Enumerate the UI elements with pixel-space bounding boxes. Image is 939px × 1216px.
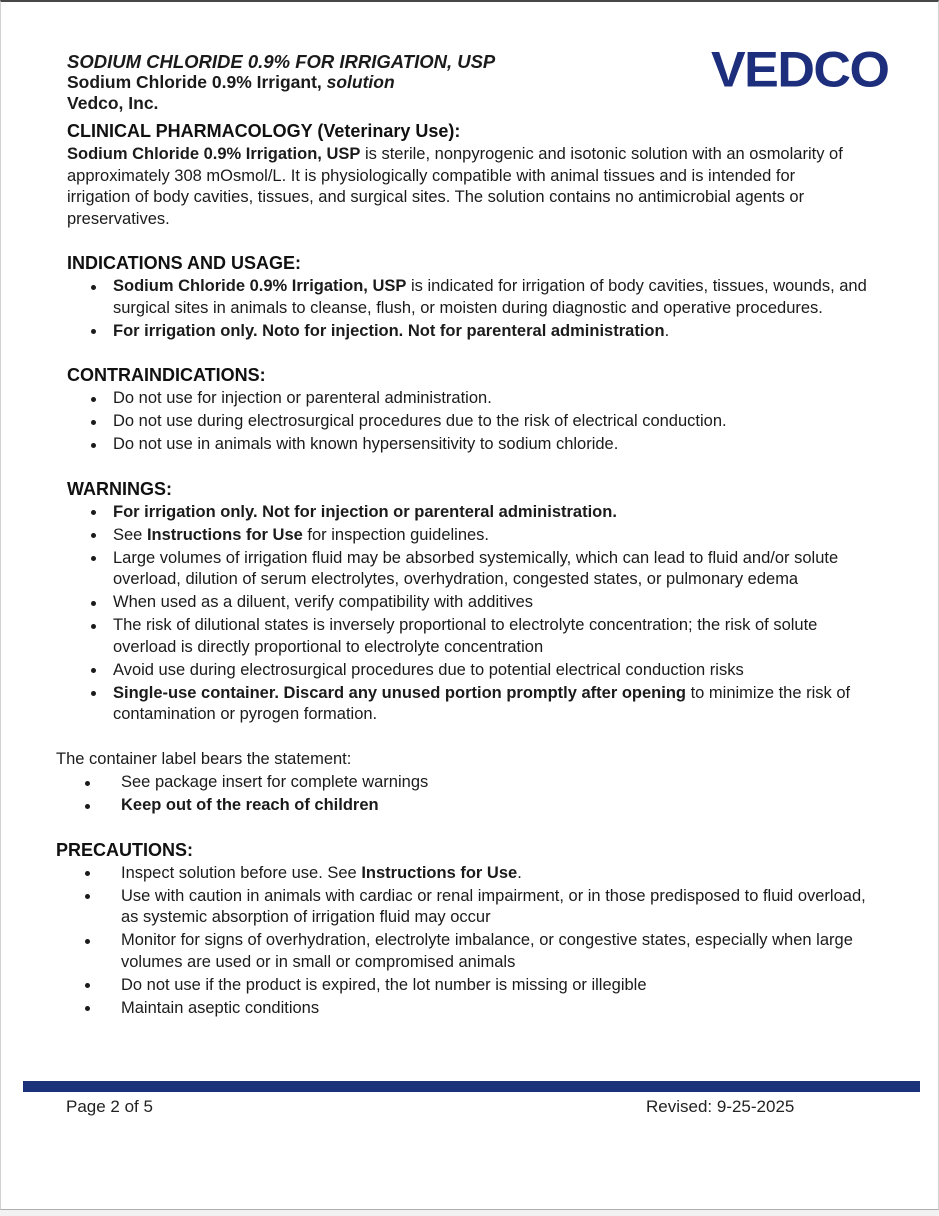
bullet-item <box>113 434 879 456</box>
section-precautions <box>56 840 879 1020</box>
bullet-item <box>121 886 879 929</box>
bullet-item <box>121 998 879 1020</box>
text-run: Large volumes of irrigation fluid may be absorbed systemically, which can lead to fluid and/or solute overload, dilution of serum electrolytes, overhydration, congested states, or pulmonary edema <box>113 548 839 588</box>
text-run: Do not use if the product is expired, the lot number is missing or illegible <box>121 975 647 994</box>
bullet-item <box>113 548 879 591</box>
bullet-item <box>113 615 879 658</box>
text-run: Avoid use during electrosurgical procedures due to potential electrical conduction risks <box>113 660 744 679</box>
text-run: Do not use for injection or parenteral administration. <box>113 389 492 407</box>
footer-divider-bar <box>23 1081 920 1092</box>
section-heading: INDICATIONS AND USAGE: <box>67 253 301 273</box>
section-clinical-pharmacology <box>67 121 879 230</box>
doc-header <box>67 42 889 114</box>
bullet-item <box>113 525 879 547</box>
text-run: Sodium Chloride 0.9% Irrigation, USP <box>67 145 361 163</box>
bullet-item <box>113 321 879 343</box>
text-run: See <box>113 525 147 544</box>
section-heading: WARNINGS: <box>67 478 172 499</box>
text-run: solution <box>321 72 395 92</box>
bullet-item <box>113 502 879 524</box>
text-run: to minimize the risk of contamination or pyrogen formation. <box>113 683 851 723</box>
document-content <box>56 2 889 1021</box>
text-run: Single-use container. Discard any unused portion promptly after opening <box>113 683 686 702</box>
bullet-item <box>113 592 879 614</box>
text-run: Instructions for Use <box>146 525 303 544</box>
text-run: Do not use in animals with known hypersensitivity to sodium chloride. <box>113 435 619 453</box>
vedco-logo: VEDCO <box>711 42 889 98</box>
bullet-item <box>113 388 879 410</box>
text-run: See package insert for complete warnings <box>121 773 429 791</box>
page-footer <box>66 1096 896 1120</box>
section-warnings <box>67 479 879 726</box>
company-name: Vedco, Inc. <box>67 93 159 113</box>
text-run: is sterile, nonpyrogenic and isotonic solution with an osmolarity of approximately 308 mOsmol/L. It is physiologically compatible with animal tissues and is intended for irrigation of body cavities, tissues, and surgical sites. The solution contains no antimicrobial agents or preservatives. <box>67 145 843 228</box>
container-label-intro: The container label bears the statement: <box>56 749 352 768</box>
text-run: Sodium Chloride 0.9% Irrigant, <box>67 72 322 92</box>
product-title: SODIUM CHLORIDE 0.9% FOR IRRIGATION, USP <box>67 51 496 72</box>
text-run: Instructions for Use <box>361 863 518 882</box>
section-heading: CLINICAL PHARMACOLOGY (Veterinary Use): <box>67 121 461 141</box>
text-run: The risk of dilutional states is inversely proportional to electrolyte concentration; the risk of solute overload is directly proportional to electrolyte concentration <box>113 616 818 656</box>
section-indications-usage <box>67 253 879 342</box>
text-run: Inspect solution before use. See <box>121 863 362 882</box>
section-heading: CONTRAINDICATIONS: <box>67 365 266 385</box>
bullet-item <box>121 930 879 973</box>
section-contraindications <box>67 365 879 456</box>
text-run: For irrigation only. Noto for injection. Not for parenteral administration <box>113 321 665 340</box>
text-run: . <box>517 863 522 882</box>
section-container-label <box>56 749 879 817</box>
section-paragraph <box>67 144 851 230</box>
text-run: Do not use during electrosurgical procedures due to the risk of electrical conduction. <box>113 412 727 430</box>
bullet-list <box>67 502 879 726</box>
bullet-item <box>113 660 879 682</box>
bullet-item <box>113 276 879 319</box>
bullet-item <box>121 863 879 885</box>
text-run: Use with caution in animals with cardiac or renal impairment, or in those predisposed to fluid overload, as systemic absorption of irrigation fluid may occur <box>121 886 866 926</box>
section-heading: PRECAUTIONS: <box>56 839 194 860</box>
bullet-list <box>67 388 879 456</box>
text-run: for inspection guidelines. <box>302 525 490 544</box>
bullet-list <box>56 863 879 1020</box>
bullet-item <box>121 975 879 997</box>
text-run: Keep out of the reach of children <box>121 796 379 814</box>
text-run: Monitor for signs of overhydration, electrolyte imbalance, or congestive states, especially when large volumes are used or in small or compromised animals <box>121 931 853 971</box>
text-run: is indicated for irrigation of body cavities, tissues, wounds, and surgical sites in animals to cleanse, flush, or moisten during diagnostic and operative procedures. <box>113 277 867 317</box>
page-number: Page 2 of 5 <box>66 1097 153 1116</box>
text-run: When used as a diluent, verify compatibility with additives <box>113 593 534 611</box>
bullet-list <box>56 772 879 817</box>
bullet-item <box>113 411 879 433</box>
bullet-item <box>121 795 879 817</box>
text-run: For irrigation only. Not for injection or parenteral administration. <box>113 502 617 521</box>
bullet-list <box>67 276 879 342</box>
text-run: . <box>664 321 670 340</box>
bullet-item <box>121 772 879 794</box>
bullet-item <box>113 683 879 726</box>
text-run: Maintain aseptic conditions <box>121 998 320 1017</box>
revised-date: Revised: 9-25-2025 <box>646 1097 795 1116</box>
text-run: Sodium Chloride 0.9% Irrigation, USP <box>113 277 407 295</box>
